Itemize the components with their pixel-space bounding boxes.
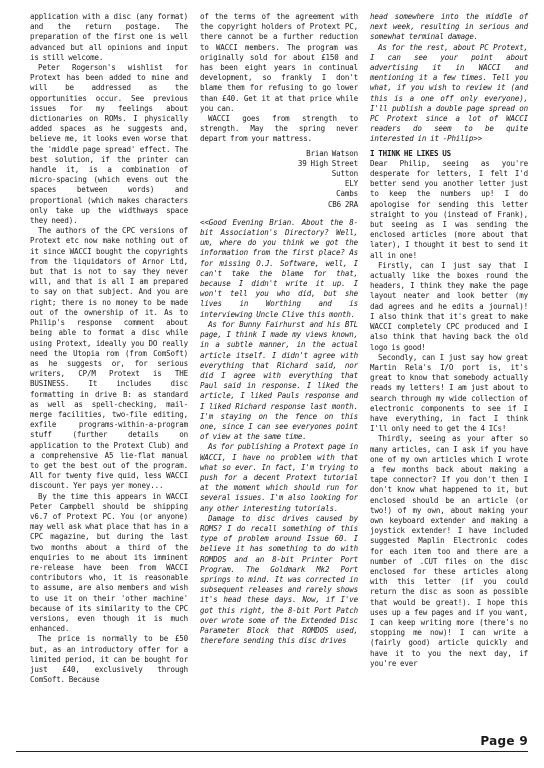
column-right xyxy=(370,12,528,669)
paragraph: application with a disc (any format) and the return postage. The preparation of the first one is well advanced but all opinions and input is still welcome. xyxy=(30,12,188,62)
paragraph: WACCI goes from strength to strength. May the spring never depart from your mattress. xyxy=(200,114,358,144)
paragraph: Peter Rogerson's wishlist for Protext has been added to mine and will be addressed as the opportunities occur. See previous issues for my feelings about dictionaries on ROMs. I physically added spaces as he suggests and, believe me, it looks even worse that the 'middle page spread' effect. The best solution, if the printer can handle it, is a combination of micro-spacing (which evens out the spaces between words) and proportional (which makes characters only take up the widthways space they need). xyxy=(30,63,188,226)
letter-heading: I THINK HE LIKES US xyxy=(370,148,451,158)
editor-reply: head somewhere into the middle of next week, resulting in serious and somewhat terminal damage. xyxy=(370,12,528,42)
column-left xyxy=(30,12,188,685)
paragraph: By the time this appears in WACCI Peter Campbell should be shipping v6.7 of Protext PC. You (or anyone) may well ask what place that has in a CPC magazine, but during the last two months about a third of the enquiries to me about its imminent re-release have been from WACCI contributors who, it is reasonable to assume, are also members and wish to use it on their 'other machine' because of its similarity to the CPC versions, even though it is much enhanced. xyxy=(30,491,188,634)
editor-reply: As for publishing a Protext page in WACCI, I have no problem with that what so ever. In fact, I'm trying to push for a decent Protext tutorial at the moment which should run for several issues. I'm also looking for any other interesting tutorials. xyxy=(200,442,358,513)
paragraph: Secondly, can I just say how great Martin Rela's I/O port is, it's great to know that somebody actually reads my letters! I am just about to search through my wide collection of electronic components to see if I have everything, in fact I think I'll only need to get the 4 ICs! xyxy=(370,352,528,434)
paragraph: of the terms of the agreement with the copyright holders of Protext PC, there cannot be a further reduction to WACCI members. The program was originally sold for about £150 and has been eight years in continual development, so frankly I don't blame them for refusing to go lower than £40. Get it at that price while you can. xyxy=(200,12,358,113)
editor-reply: As for Bunny Fairhurst and his BTL page, I think I made my views known, in a subtle manner, in the actual article itself. I didn't agree with everything that Richard said, nor did I agree with everything that Paul said in response. I liked the article, I liked Pauls response and I liked Richard response last month. I'm staying on the fence on this one, since I can see everyones point of view at the same time. xyxy=(200,319,358,442)
column-middle xyxy=(200,12,358,646)
page-number: Page 9 xyxy=(480,734,528,748)
address-line: Brian Watson xyxy=(306,148,358,158)
sender-address xyxy=(200,149,358,210)
paragraph: Firstly, can I just say that I actually like the boxes round the headers, I think they make the page layout neater and look better (my dad agrees and he edits a journal)! I also think that it's great to make WACCI completely CPC produced and I also think that having back the old logo is good! xyxy=(370,260,528,352)
editor-reply: Damage to disc drives caused by ROMS? I do recall something of this type of problem around Issue 60. I believe it has something to do with ROMDOS and an 8-bit Printer Port Program. The Goldmark Mk2 Port springs to mind. It was corrected in subsequent releases and rarely shows it's head these days. Now, if I've got this right, the 8-bit Port Patch over wrote some of the Extended Disc Parameter Block that ROMDOS used, therefore sending this disc drives xyxy=(200,513,358,646)
paragraph: Dear Philip, seeing as you're desperate for letters, I felt I'd better send you another letter just to keep the numbers up! I do apologise for sending this letter straight to you (instead of Frank), but seeing as I was sending the enclosed articles (more about that later), I thought it best to send it all in one! xyxy=(370,158,528,260)
paragraph: The price is normally to be £50 but, as an introductory offer for a limited period, it can be bought for just £40, exclusively through ComSoft. Because xyxy=(30,634,188,685)
address-line: CB6 2RA xyxy=(327,199,358,209)
footer-rule xyxy=(16,751,528,752)
address-line: 39 High Street xyxy=(297,158,358,168)
editor-reply: As for the rest, about PC Protext, I can see your point about advertising it in WACCI and mentioning it a few times. Tell you what, if you wish to review it (and this is a one off only everyone), I'll publish a double page spread on PC Protext since a lot of WACCI readers do seem to be quite interested in it -Philip>> xyxy=(370,42,528,144)
address-line: Cambs xyxy=(336,189,358,199)
paragraph: Thirdly, seeing as your after so many articles, can I ask if you have one of my own articles which I wrote a few months back about making a tape connector? If you don't then I don't know what happened to it, but enclosed should be an article (or two!) of my own, about making your own keyboard extender and making a joystick extender! I have included suggested Maplin Electronic codes for each item too and there are a number of .CUT files on the disc enclosed for these articles along with this letter (if you could return the disc as soon as possible that would be great!). I hope this uses up a few pages and if you want, I can keep writing more (there's no stopping me now)! I can write a (fairly good) article quickly and have it to you the next day, if you're ever xyxy=(370,434,528,668)
paragraph: The authors of the CPC versions of Protext etc now make nothing out of it since WACCI bought the copyrights from the liquidators of Arnor Ltd, but that is not to say they never will, and that is all I am prepared to say on that subject. And you are right; there is no money to be made out of the ownership of it. As to Philip's response comment about being able to format a disc while using Protext, ideally you DO really need the Utopia rom (from ComSoft) as he suggests or, for serious writers, CP/M Protext is THE BUSINESS. It includes disc formatting in drive B: as standard as well as spell-checking, mail-merge facilities, two-file editing, exfile programs-within-a-program stuff (further details on application to the Protext Club) and a comprehensive A5 lie-flat manual to get the best out of the program. All for twenty five quid, less WACCI discount. Yer pays yer money... xyxy=(30,226,188,491)
address-line: ELY xyxy=(344,179,358,189)
address-line: Sutton xyxy=(331,169,358,179)
editor-reply: <<Good Evening Brian. About the 8-bit Association's Directory? Well, um, where do you think we got the information from the first place? As for missing O.J. Software, well, I can't take the blame for that, because I didn't write it up. I won't tell you who did, but she lives in Worthing and is interviewing Uncle Clive this month. xyxy=(200,217,358,319)
